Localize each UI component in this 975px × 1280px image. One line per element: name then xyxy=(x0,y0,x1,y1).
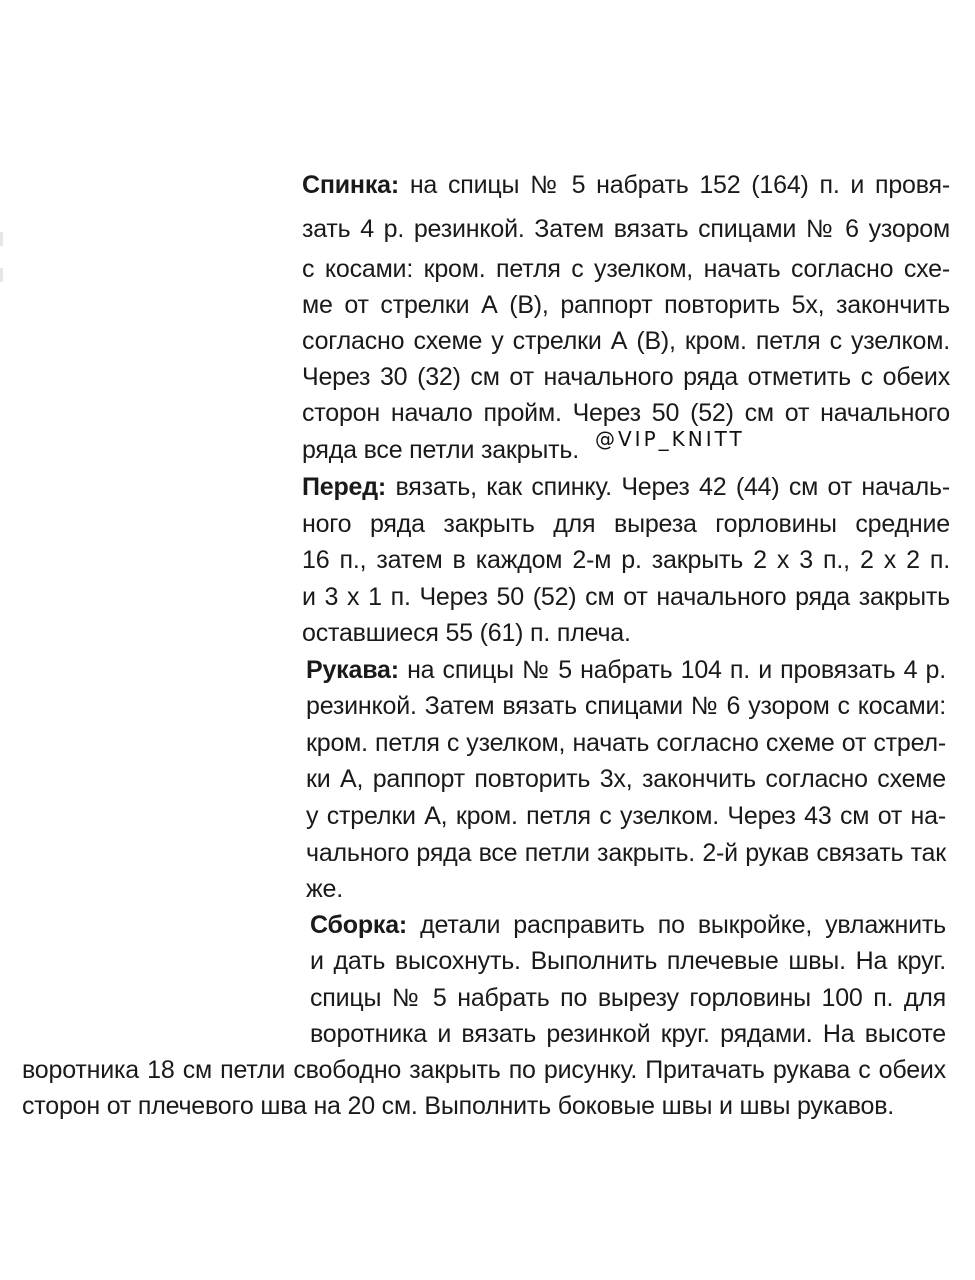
text-line: ного ряда закрыть для выреза горловины средние xyxy=(302,510,950,538)
section-heading-front: Перед: xyxy=(302,473,387,501)
section-text: на спицы № 5 набрать 152 (164) п. и провя- xyxy=(409,171,951,199)
text-line: у стрелки А, кром. петля с узелком. Через 43 см от на- xyxy=(306,802,946,830)
scan-edge-mark xyxy=(0,232,3,246)
text-line: согласно схеме у стрелки А (В), кром. петля с узелком. xyxy=(302,327,950,355)
text-line: ме от стрелки А (В), раппорт повторить 5х, закончить xyxy=(302,291,950,319)
section-heading-assembly: Сборка: xyxy=(310,911,408,939)
text-line: сторон начало пройм. Через 50 (52) см от начального xyxy=(302,399,950,427)
text-line: воротника и вязать резинкой круг. рядами. На высоте xyxy=(310,1020,946,1048)
text-line: Через 30 (32) см от начального ряда отметить с обеих xyxy=(302,363,950,391)
text-line xyxy=(302,472,950,502)
text-line: и дать высохнуть. Выполнить плечевые швы. На круг. xyxy=(310,947,946,975)
text-line: зать 4 р. резинкой. Затем вязать спицами № 6 узором xyxy=(302,215,950,243)
text-line: сторон от плечевого шва на 20 см. Выполнить боковые швы и швы рукавов. xyxy=(22,1092,895,1120)
text-line: воротника 18 см петли свободно закрыть по рисунку. Притачать рукава с обеих xyxy=(22,1056,946,1084)
section-text: на спицы № 5 набрать 104 п. и провязать 4 р. xyxy=(407,656,947,684)
text-line: ряда все петли закрыть. xyxy=(302,436,579,464)
text-line xyxy=(306,655,946,685)
text-line: с косами: кром. петля с узелком, начать согласно схе- xyxy=(302,255,950,283)
text-line: же. xyxy=(306,875,343,903)
section-heading-back: Спинка: xyxy=(302,171,399,199)
watermark: @VIP_KNITT xyxy=(595,427,745,451)
section-text: вязать, как спинку. Через 42 (44) см от началь- xyxy=(395,473,950,501)
text-line xyxy=(310,910,946,940)
text-line xyxy=(302,170,950,200)
text-line: резинкой. Затем вязать спицами № 6 узором с косами: xyxy=(306,692,946,720)
text-line: ки А, раппорт повторить 3х, закончить согласно схеме xyxy=(306,765,946,793)
section-heading-sleeves: Рукава: xyxy=(306,656,399,684)
text-line: кром. петля с узелком, начать согласно схеме от стрел- xyxy=(306,729,946,757)
text-line: спицы № 5 набрать по вырезу горловины 100 п. для xyxy=(310,984,946,1012)
text-line: и 3 х 1 п. Через 50 (52) см от начального ряда закрыть xyxy=(302,583,950,611)
text-line: 16 п., затем в каждом 2-м р. закрыть 2 х 3 п., 2 х 2 п. xyxy=(302,546,950,574)
text-line: оставшиеся 55 (61) п. плеча. xyxy=(302,619,631,647)
section-text: детали расправить по выкройке, увлажнить xyxy=(420,911,946,939)
scan-edge-mark xyxy=(0,268,3,282)
text-line: чального ряда все петли закрыть. 2-й рукав связать так xyxy=(306,839,946,867)
